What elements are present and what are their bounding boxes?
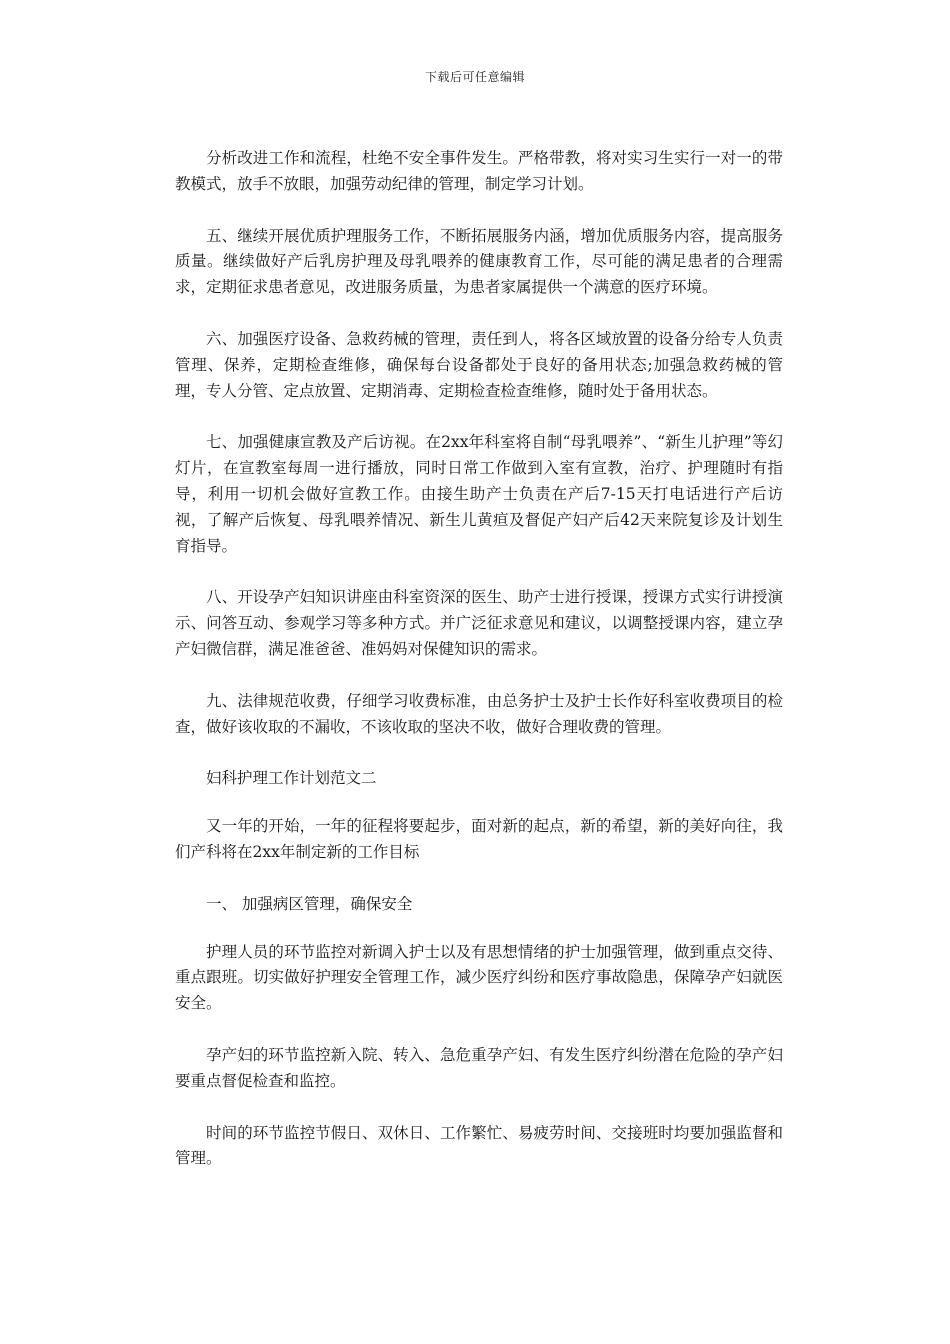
paragraph-patient-monitoring: 孕产妇的环节监控新入院、转入、急危重孕产妇、有发生医疗纠纷潜在危险的孕产妇要重点督促检查和监控。 (175, 1045, 783, 1090)
paragraph-item-7: 七、加强健康宣教及产后访视。在2xx年科室将自制“母乳喂养”、“新生儿护理”等幻灯片，在宣教室每周一进行播放，同时日常工作做到入室有宣教，治疗、护理随时有指导，利用一切机会做好宣教工作。由接生助产士负责在产后7-15天打电话进行产后访视，了解产后恢复、母乳喂养情况、新生儿黄疸及督促产妇产后42天来院复诊及计划生育指导。 (175, 433, 783, 555)
paragraph-staff-monitoring: 护理人员的环节监控对新调入护士以及有思想情绪的护士加强管理，做到重点交待、重点跟班。切实做好护理安全管理工作，减少医疗纠纷和医疗事故隐患，保障孕产妇就医安全。 (175, 942, 783, 1013)
document-body (175, 146, 783, 1198)
paragraph-item-5: 五、继续开展优质护理服务工作，不断拓展服务内涵，增加优质服务内容，提高服务质量。继续做好产后乳房护理及母乳喂养的健康教育工作，尽可能的满足患者的合理需求，定期征求患者意见，改进服务质量，为患者家属提供一个满意的医疗环境。 (175, 226, 783, 297)
subsection-heading: 一、 加强病区管理，确保安全 (206, 894, 413, 913)
section-title: 妇科护理工作计划范文二 (206, 769, 377, 788)
header-note: 下载后可任意编辑 (424, 70, 525, 84)
paragraph-item-8: 八、开设孕产妇知识讲座由科室资深的医生、助产士进行授课，授课方式实行讲授演示、问答互动、参观学习等多种方式。并广泛征求意见和建议，以调整授课内容，建立孕产妇微信群，满足准爸爸、准妈妈对保健知识的需求。 (175, 588, 783, 658)
paragraph-section-intro: 又一年的开始，一年的征程将要起步，面对新的起点，新的希望，新的美好向往，我们产科将在2xx年制定新的工作目标 (175, 817, 783, 861)
paragraph-time-monitoring: 时间的环节监控节假日、双休日、工作繁忙、易疲劳时间、交接班时均要加强监督和管理。 (175, 1123, 783, 1168)
paragraph-item-9: 九、法律规范收费，仔细学习收费标准，由总务护士及护士长作好科室收费项目的检查，做好该收取的不漏收，不该收取的坚决不收，做好合理收费的管理。 (175, 691, 783, 736)
paragraph-intro: 分析改进工作和流程，杜绝不安全事件发生。严格带教，将对实习生实行一对一的带教模式，放手不放眼，加强劳动纪律的管理，制定学习计划。 (175, 149, 783, 193)
paragraph-item-6: 六、加强医疗设备、急救药械的管理，责任到人，将各区域放置的设备分给专人负责管理、保养，定期检查维修，确保每台设备都处于良好的备用状态;加强急救药械的管理，专人分管、定点放置、定期消毒、定期检查检查维修，随时处于备用状态。 (175, 329, 783, 400)
